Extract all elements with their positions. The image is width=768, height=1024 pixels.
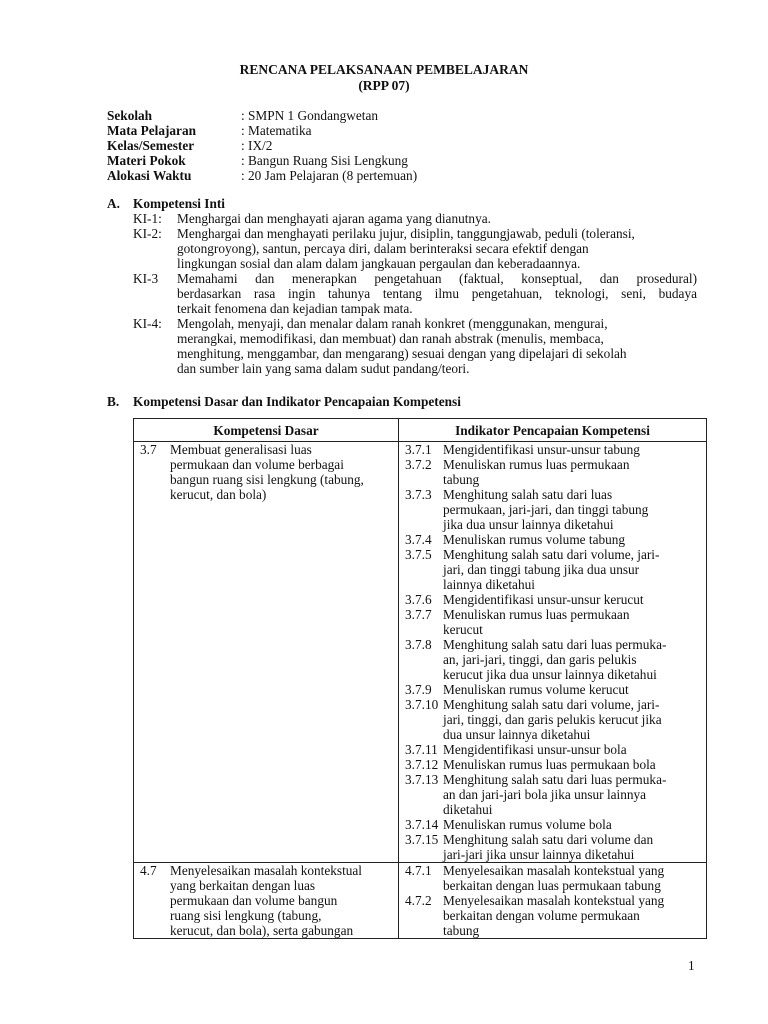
indicator-line: berkaitan dengan luas permukaan tabung xyxy=(443,878,661,893)
document-title: RENCANA PELAKSANAAN PEMBELAJARAN xyxy=(239,62,529,77)
ki-text xyxy=(177,316,697,376)
indicator-item xyxy=(405,682,702,697)
kd-text xyxy=(170,863,362,938)
identity-row xyxy=(107,168,417,183)
indicator-item xyxy=(405,607,702,637)
identity-row xyxy=(107,138,417,153)
indicator-number: 3.7.2 xyxy=(405,457,432,472)
indicator-line: an, jari-jari, tinggi, dan garis pelukis xyxy=(443,652,637,667)
indicator-number: 3.7.1 xyxy=(405,442,432,457)
kd-line: permukaan dan volume bangun xyxy=(170,893,338,908)
indicator-item xyxy=(405,547,702,592)
indicator-number: 3.7.15 xyxy=(405,832,439,847)
indicator-number: 3.7.6 xyxy=(405,592,432,607)
indicator-number: 3.7.14 xyxy=(405,817,439,832)
section-kompetensi-inti xyxy=(107,196,707,376)
ki-item xyxy=(133,316,707,376)
identity-row xyxy=(107,108,417,123)
ki-line: dan sumber lain yang sama dalam sudut pandang/teori. xyxy=(177,361,470,376)
identity-row xyxy=(107,123,417,138)
indicator-line: diketahui xyxy=(443,802,493,817)
section-letter: A. xyxy=(107,196,120,211)
kd-entry xyxy=(140,442,394,502)
indicator-number: 3.7.5 xyxy=(405,547,432,562)
kd-cell xyxy=(134,863,399,939)
indicator-number: 3.7.8 xyxy=(405,637,432,652)
identity-value: : SMPN 1 Gondangwetan xyxy=(241,108,379,123)
indicator-number: 4.7.2 xyxy=(405,893,432,908)
ki-line: terkait fenomena dan kejadian tampak mata. xyxy=(177,301,413,316)
indicator-item xyxy=(405,637,702,682)
indicator-line: berkaitan dengan volume permukaan xyxy=(443,908,640,923)
kd-number: 4.7 xyxy=(140,863,157,878)
indicator-line: Menghitung salah satu dari luas permuka- xyxy=(443,772,667,787)
indicator-line: Menuliskan rumus luas permukaan xyxy=(443,607,630,622)
indicator-line: Menghitung salah satu dari volume, jari- xyxy=(443,547,660,562)
indicator-item xyxy=(405,817,702,832)
indicator-line: jari, tinggi, dan garis pelukis kerucut jika xyxy=(443,712,662,727)
ki-line: lingkungan sosial dan alam dalam jangkauan pergaulan dan keberadaannya. xyxy=(177,256,581,271)
indicator-number: 3.7.4 xyxy=(405,532,432,547)
ki-line: Mengolah, menyaji, dan menalar dalam ranah konkret (menggunakan, mengurai, xyxy=(177,316,608,331)
ki-line: Memahami dan menerapkan pengetahuan (faktual, konseptual, dan prosedural) xyxy=(177,271,697,286)
indicator-item xyxy=(405,742,702,757)
ki-line: Menghargai dan menghayati ajaran agama yang dianutnya. xyxy=(177,211,491,226)
section-kd-heading xyxy=(107,394,461,409)
indicator-line: Menghitung salah satu dari volume, jari- xyxy=(443,697,660,712)
indicator-number: 3.7.10 xyxy=(405,697,439,712)
indicator-line: Menuliskan rumus volume bola xyxy=(443,817,612,832)
identity-label: Sekolah xyxy=(107,108,153,123)
ki-line: gotongroyong), santun, percaya diri, dalam berinteraksi secara efektif dengan xyxy=(177,241,589,256)
indicator-line: kerucut jika dua unsur lainnya diketahui xyxy=(443,667,657,682)
identity-value: : 20 Jam Pelajaran (8 pertemuan) xyxy=(241,168,418,183)
identity-label: Kelas/Semester xyxy=(107,138,195,153)
ki-code: KI-3 xyxy=(133,271,159,286)
ki-text xyxy=(177,226,697,271)
indicator-line: jari, dan tinggi tabung jika dua unsur xyxy=(443,562,640,577)
ki-text xyxy=(177,211,697,226)
section-title: Kompetensi Inti xyxy=(133,196,225,211)
kd-line: permukaan dan volume berbagai xyxy=(170,457,344,472)
indicator-item xyxy=(405,592,702,607)
section-title: Kompetensi Dasar dan Indikator Pencapaian Kompetensi xyxy=(133,394,461,409)
kd-line: ruang sisi lengkung (tabung, xyxy=(170,908,322,923)
column-header-kd: Kompetensi Dasar xyxy=(134,419,399,442)
indicator-line: Menghitung salah satu dari luas permuka- xyxy=(443,637,667,652)
identity-block xyxy=(107,108,417,183)
indicator-line: Menghitung salah satu dari volume dan xyxy=(443,832,654,847)
indicator-number: 4.7.1 xyxy=(405,863,432,878)
kd-line: kerucut, dan bola) xyxy=(170,487,267,502)
indicator-line: lainnya diketahui xyxy=(443,577,535,592)
kd-line: Membuat generalisasi luas xyxy=(170,442,312,457)
kd-text xyxy=(170,442,364,502)
ki-item xyxy=(133,271,707,316)
identity-label: Alokasi Waktu xyxy=(107,168,192,183)
identity-value: : Matematika xyxy=(241,123,312,138)
page-number: 1 xyxy=(688,958,695,973)
indicator-item xyxy=(405,863,702,893)
indicator-number: 3.7.12 xyxy=(405,757,439,772)
identity-value: : IX/2 xyxy=(241,138,273,153)
indicator-number: 3.7.9 xyxy=(405,682,432,697)
document-subtitle: (RPP 07) xyxy=(358,78,410,93)
indicator-number: 3.7.3 xyxy=(405,487,432,502)
kd-line: bangun ruang sisi lengkung (tabung, xyxy=(170,472,364,487)
identity-label: Mata Pelajaran xyxy=(107,123,196,138)
section-heading xyxy=(107,196,707,211)
table-row xyxy=(134,863,707,939)
kd-number: 3.7 xyxy=(140,442,157,457)
ki-line: Menghargai dan menghayati perilaku jujur, disiplin, tanggungjawab, peduli (toleransi, xyxy=(177,226,635,241)
indicator-line: Menghitung salah satu dari luas xyxy=(443,487,613,502)
ki-code: KI-2: xyxy=(133,226,162,241)
ki-text xyxy=(177,271,697,316)
ki-item xyxy=(133,226,707,271)
identity-label: Materi Pokok xyxy=(107,153,186,168)
ki-code: KI-1: xyxy=(133,211,162,226)
indicator-line: jari-jari jika unsur lainnya diketahui xyxy=(443,847,635,862)
identity-row xyxy=(107,153,417,168)
indicator-line: Menuliskan rumus luas permukaan bola xyxy=(443,757,656,772)
indicator-line: tabung xyxy=(443,923,480,938)
indicator-line: jika dua unsur lainnya diketahui xyxy=(443,517,614,532)
indicator-line: dua unsur lainnya diketahui xyxy=(443,727,591,742)
table-header-row xyxy=(134,419,707,442)
indicator-item xyxy=(405,757,702,772)
indicator-item xyxy=(405,893,702,938)
column-header-indicator: Indikator Pencapaian Kompetensi xyxy=(399,419,707,442)
indicator-number: 3.7.7 xyxy=(405,607,432,622)
indicator-cell xyxy=(399,442,707,863)
indicator-line: Menyelesaikan masalah kontekstual yang xyxy=(443,893,665,908)
indicator-item xyxy=(405,487,702,532)
kd-entry xyxy=(140,863,394,938)
indicator-item xyxy=(405,442,702,457)
indicator-cell xyxy=(399,863,707,939)
indicator-line: permukaan, jari-jari, dan tinggi tabung xyxy=(443,502,649,517)
indicator-number: 3.7.13 xyxy=(405,772,439,787)
kd-cell xyxy=(134,442,399,863)
indicator-line: Mengidentifikasi unsur-unsur kerucut xyxy=(443,592,644,607)
indicator-item xyxy=(405,457,702,487)
indicator-item xyxy=(405,697,702,742)
ki-line: berdasarkan rasa ingin tahunya tentang ilmu pengetahuan, teknologi, seni, budaya xyxy=(177,286,697,301)
indicator-number: 3.7.11 xyxy=(405,742,438,757)
identity-value: : Bangun Ruang Sisi Lengkung xyxy=(241,153,408,168)
indicator-line: Menuliskan rumus luas permukaan xyxy=(443,457,630,472)
indicator-line: an dan jari-jari bola jika unsur lainnya xyxy=(443,787,647,802)
ki-code: KI-4: xyxy=(133,316,162,331)
section-letter: B. xyxy=(107,394,120,409)
indicator-item xyxy=(405,532,702,547)
indicator-line: Menyelesaikan masalah kontekstual yang xyxy=(443,863,665,878)
indicator-line: Mengidentifikasi unsur-unsur bola xyxy=(443,742,627,757)
kd-indicator-table xyxy=(133,418,707,939)
kd-line: yang berkaitan dengan luas xyxy=(170,878,316,893)
kd-line: kerucut, dan bola), serta gabungan xyxy=(170,923,354,938)
ki-line: menghitung, menggambar, dan mengarang) sesuai dengan yang dipelajari di sekolah xyxy=(177,346,627,361)
indicator-line: tabung xyxy=(443,472,480,487)
indicator-line: Menuliskan rumus volume tabung xyxy=(443,532,626,547)
table-row xyxy=(134,442,707,863)
indicator-line: kerucut xyxy=(443,622,483,637)
kd-line: Menyelesaikan masalah kontekstual xyxy=(170,863,363,878)
indicator-line: Menuliskan rumus volume kerucut xyxy=(443,682,629,697)
ki-item xyxy=(133,211,707,226)
indicator-line: Mengidentifikasi unsur-unsur tabung xyxy=(443,442,640,457)
indicator-item xyxy=(405,832,702,862)
ki-line: merangkai, memodifikasi, dan membuat) dan ranah abstrak (menulis, membaca, xyxy=(177,331,604,346)
indicator-item xyxy=(405,772,702,817)
